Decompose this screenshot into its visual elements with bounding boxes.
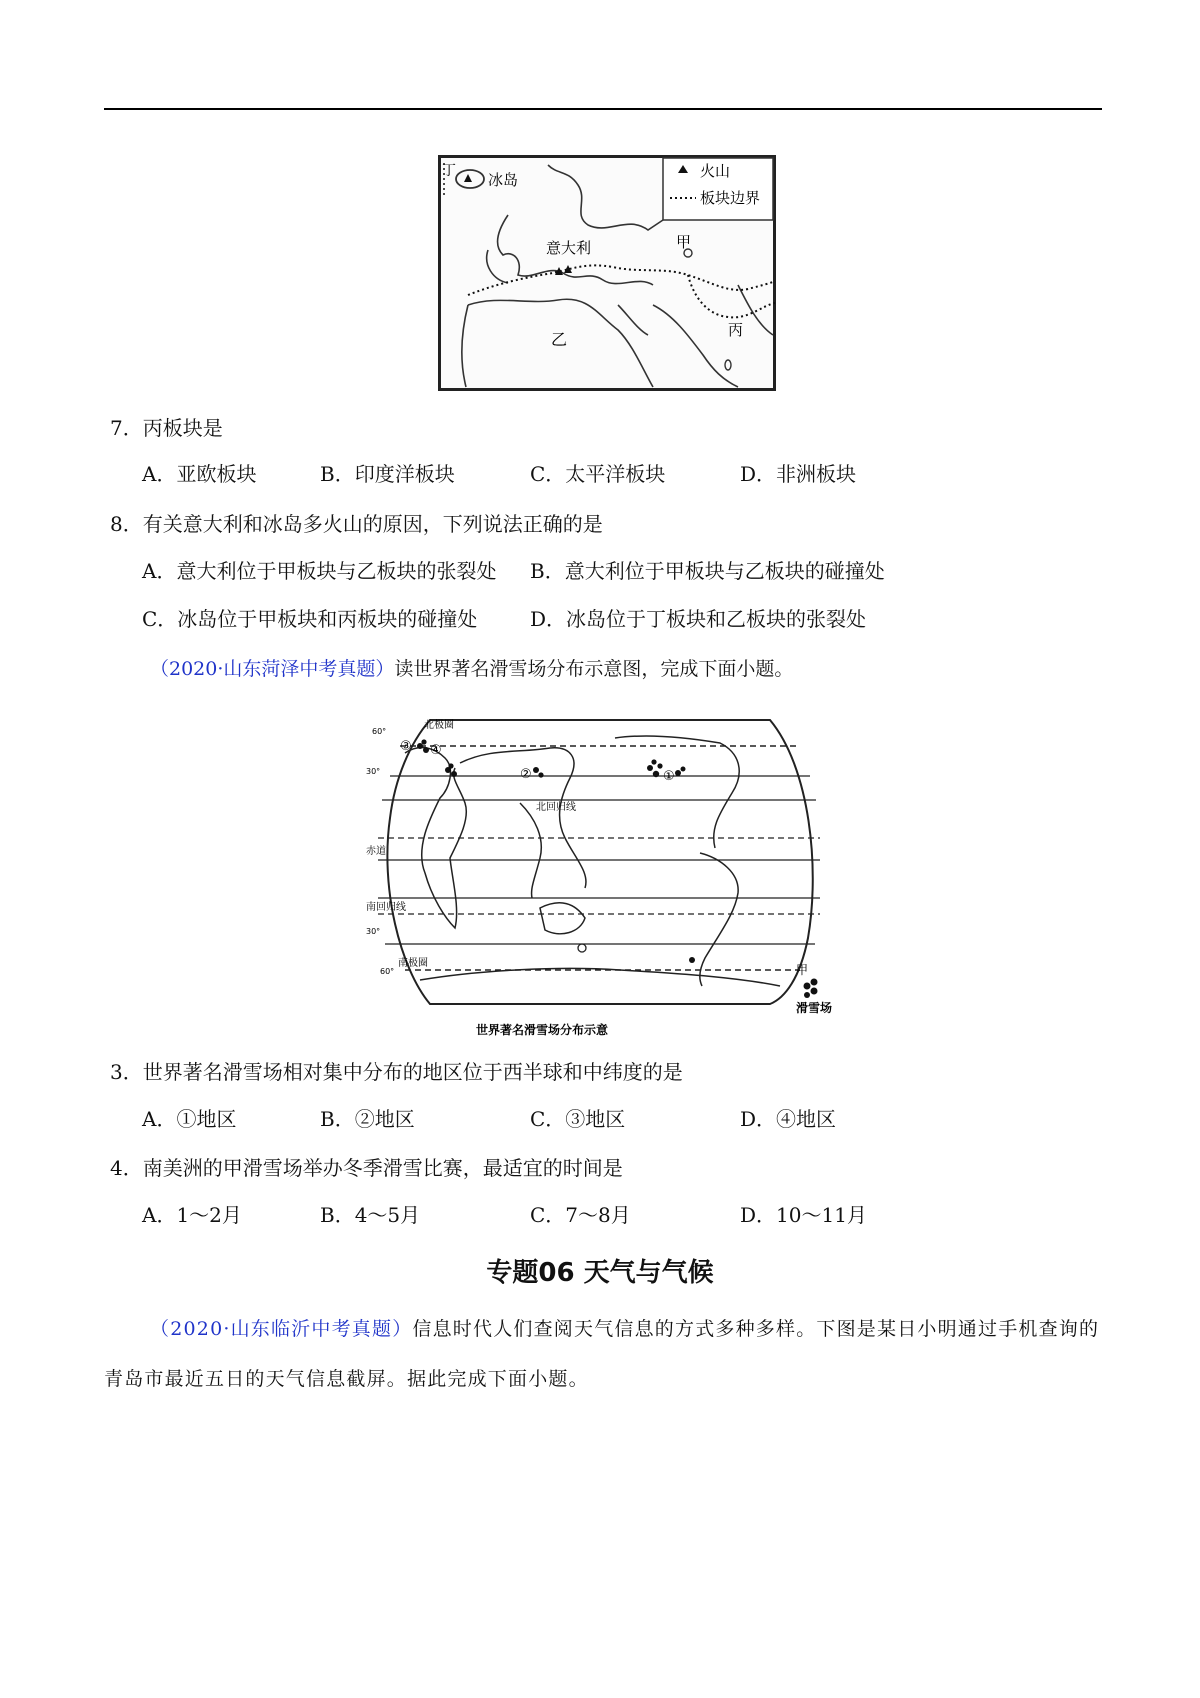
legend-ski-label: 滑雪场 (796, 1001, 833, 1015)
label-equator: 赤道 (366, 846, 386, 857)
label-jia-ski: 甲 (796, 963, 809, 977)
label-tropic-capricorn: 南回归线 (366, 902, 406, 913)
legend-volcano-label: 火山 (700, 162, 731, 180)
label-ding: 丁 (442, 163, 456, 179)
source-text: 读世界著名滑雪场分布示意图，完成下面小题。 (394, 658, 794, 680)
label-jia: 甲 (676, 233, 692, 251)
q7-option-d[interactable]: D．非洲板块 (740, 462, 857, 486)
q7-option-a[interactable]: A．亚欧板块 (142, 462, 257, 486)
marker-3: ③ (400, 739, 412, 754)
source-tag: （2020·山东菏泽中考真题） (150, 658, 395, 680)
question-3: 3．世界著名滑雪场相对集中分布的地区位于西半球和中纬度的是 (110, 1060, 683, 1084)
q4-option-b[interactable]: B．4～5月 (320, 1203, 421, 1227)
q4-option-d[interactable]: D．10～11月 (740, 1203, 867, 1227)
q7-option-b[interactable]: B．印度洋板块 (320, 462, 455, 486)
question-7: 7．丙板块是 (110, 416, 223, 440)
plate-map (438, 155, 776, 391)
q4-option-c[interactable]: C．7～8月 (530, 1203, 631, 1227)
question-8: 8．有关意大利和冰岛多火山的原因，下列说法正确的是 (110, 512, 603, 536)
label-iceland: 冰岛 (488, 171, 519, 189)
label-lat-60s: 60° (380, 967, 395, 976)
q8-option-c[interactable]: C．冰岛位于甲板块和丙板块的碰撞处 (142, 607, 478, 631)
ski-map (360, 708, 840, 1038)
label-lat-60n: 60° (372, 727, 387, 736)
question-4: 4．南美洲的甲滑雪场举办冬季滑雪比赛，最适宜的时间是 (110, 1156, 623, 1180)
q8-option-b[interactable]: B．意大利位于甲板块与乙板块的碰撞处 (530, 559, 885, 583)
source-note-1 (150, 655, 793, 683)
map-caption: 世界著名滑雪场分布示意 (476, 1023, 609, 1037)
plate-map-figure (438, 155, 776, 391)
source-text-2: 信息时代人们查阅天气信息的方式多种多样。下图是某日小明通过手机查询的青岛市最近五日的天气信息截屏。据此完成下面小题。 (104, 1318, 1100, 1390)
q3-option-b[interactable]: B．②地区 (320, 1107, 415, 1131)
q3-option-d[interactable]: D．④地区 (740, 1107, 837, 1131)
label-italy: 意大利 (546, 239, 592, 257)
q7-option-c[interactable]: C．太平洋板块 (530, 462, 666, 486)
q3-option-c[interactable]: C．③地区 (530, 1107, 626, 1131)
marker-4: ④ (430, 743, 442, 758)
label-lat-30n: 30° (366, 767, 381, 776)
q8-option-a[interactable]: A．意大利位于甲板块与乙板块的张裂处 (142, 559, 497, 583)
q4-option-a[interactable]: A．1～2月 (142, 1203, 242, 1227)
q8-option-d[interactable]: D．冰岛位于丁板块和乙板块的张裂处 (530, 607, 867, 631)
label-arctic-circle: 北极圈 (424, 720, 454, 731)
marker-2: ② (520, 767, 532, 782)
section-title: 专题06 天气与气候 (486, 1258, 714, 1288)
label-bing: 丙 (728, 321, 744, 339)
q3-option-a[interactable]: A．①地区 (142, 1107, 237, 1131)
source-note-2 (104, 1304, 1102, 1404)
legend-boundary-label: 板块边界 (700, 189, 761, 207)
label-yi: 乙 (551, 330, 568, 349)
label-tropic-cancer: 北回归线 (536, 802, 576, 813)
header-rule (104, 108, 1102, 110)
label-lat-30s: 30° (366, 927, 381, 936)
label-antarctic-circle: 南极圈 (398, 958, 428, 969)
marker-1: ① (663, 769, 675, 784)
ski-map-figure (360, 708, 840, 1038)
source-tag-2: （2020·山东临沂中考真题） (150, 1318, 413, 1340)
